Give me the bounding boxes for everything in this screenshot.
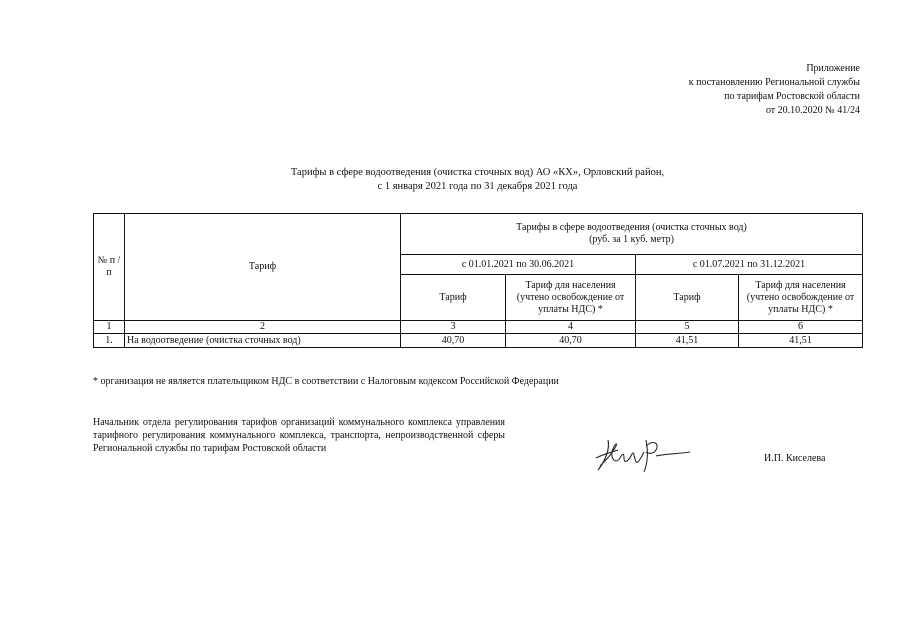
table-header-row-1: [94, 214, 863, 255]
index-cell: 6: [739, 321, 863, 334]
index-cell: 3: [401, 321, 506, 334]
document-title: [90, 166, 865, 194]
index-cell: 4: [506, 321, 636, 334]
row-value-4: 41,51: [739, 334, 863, 348]
index-cell: 1: [94, 321, 125, 334]
group-header: [401, 214, 863, 255]
group-header-line-1: Тарифы в сфере водоотведения (очистка сточных вод): [516, 222, 747, 233]
row-value-2: 40,70: [506, 334, 636, 348]
period-1-tariff-header: Тариф: [401, 275, 506, 321]
group-header-line-2: (руб. за 1 куб. метр): [589, 234, 674, 245]
tariff-table: [93, 213, 863, 348]
period-1-header: с 01.01.2021 по 30.06.2021: [401, 255, 636, 275]
col-tariff-header: Тариф: [125, 214, 401, 321]
vat-footnote: * организация не является плательщиком НДС в соответствии с Налоговым кодексом Российской Федерации: [93, 376, 559, 387]
row-value-3: 41,51: [636, 334, 739, 348]
appendix-block: [689, 62, 860, 118]
appendix-line-1: Приложение: [806, 63, 860, 74]
index-cell: 5: [636, 321, 739, 334]
index-cell: 2: [125, 321, 401, 334]
table-row: [94, 334, 863, 348]
row-number: 1.: [94, 334, 125, 348]
title-line-2: с 1 января 2021 года по 31 декабря 2021 года: [377, 181, 578, 192]
handwritten-signature: [594, 432, 694, 474]
col-num-header: № п /п: [94, 214, 125, 321]
appendix-line-4: от 20.10.2020 № 41/24: [765, 105, 860, 116]
signatory-position: Начальник отдела регулирования тарифов организаций коммунального комплекса управления тарифного регулирования коммунального комплекса, транспорта, непроизводственной сферы Региональной службы по тарифам Ростовской области: [93, 417, 505, 454]
period-2-tariff-header: Тариф: [636, 275, 739, 321]
row-value-1: 40,70: [401, 334, 506, 348]
appendix-line-3: по тарифам Ростовской области: [724, 91, 860, 102]
appendix-line-2: к постановлению Региональной службы: [688, 77, 860, 88]
period-2-header: с 01.07.2021 по 31.12.2021: [636, 255, 863, 275]
index-row: [94, 321, 863, 334]
row-name: На водоотведение (очистка сточных вод): [125, 334, 401, 348]
period-1-population-header: Тариф для населения (учтено освобождение от уплаты НДС) *: [506, 275, 636, 321]
signatory-name: И.П. Киселева: [764, 453, 826, 464]
period-2-population-header: Тариф для населения (учтено освобождение от уплаты НДС) *: [739, 275, 863, 321]
title-line-1: Тарифы в сфере водоотведения (очистка сточных вод) АО «КХ», Орловский район,: [290, 167, 665, 178]
